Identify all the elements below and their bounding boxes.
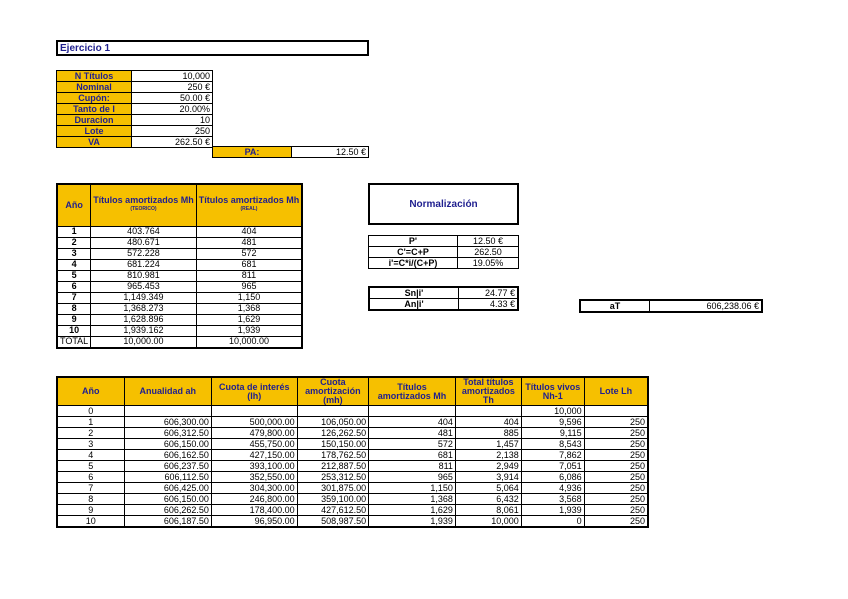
cell: 7,051 bbox=[521, 461, 584, 472]
norm-value: 262.50 bbox=[458, 247, 519, 258]
cell: 427,150.00 bbox=[211, 450, 297, 461]
value-cell: 572 bbox=[196, 248, 302, 259]
amortization-table bbox=[56, 376, 649, 528]
cell bbox=[124, 406, 211, 417]
cell: 2,949 bbox=[455, 461, 521, 472]
param-label: Tanto de I bbox=[57, 104, 132, 115]
param-row bbox=[57, 115, 213, 126]
cell bbox=[455, 406, 521, 417]
cell: 10,000 bbox=[521, 406, 584, 417]
cell bbox=[369, 406, 456, 417]
cell: 4 bbox=[57, 450, 124, 461]
cell: 3,914 bbox=[455, 472, 521, 483]
cell: 606,112.50 bbox=[124, 472, 211, 483]
at-label: aT bbox=[580, 300, 650, 312]
value-cell: 1,149.349 bbox=[91, 292, 197, 303]
cell: 1,939 bbox=[521, 505, 584, 516]
cell: 606,150.00 bbox=[124, 494, 211, 505]
cell: 6,432 bbox=[455, 494, 521, 505]
year-cell: 1 bbox=[57, 226, 91, 237]
value-cell: 810.981 bbox=[91, 270, 197, 281]
value-cell: 965.453 bbox=[91, 281, 197, 292]
cell: 7,862 bbox=[521, 450, 584, 461]
factor-label: Sn|i' bbox=[369, 287, 459, 299]
param-value: 262.50 € bbox=[132, 137, 213, 148]
cell: 811 bbox=[369, 461, 456, 472]
table-row bbox=[57, 516, 648, 528]
cell: 250 bbox=[584, 472, 648, 483]
cell: 96,950.00 bbox=[211, 516, 297, 528]
cell: 106,050.00 bbox=[297, 417, 368, 428]
value-cell: 1,368 bbox=[196, 303, 302, 314]
table-row bbox=[57, 406, 648, 417]
value-cell: 1,939 bbox=[196, 325, 302, 336]
year-cell: 9 bbox=[57, 314, 91, 325]
param-label: Cupón: bbox=[57, 93, 132, 104]
table-row bbox=[57, 417, 648, 428]
cell: 250 bbox=[584, 417, 648, 428]
col-titulos-amortizados: Títulos amortizados Mh bbox=[369, 377, 456, 406]
year-cell: 3 bbox=[57, 248, 91, 259]
year-cell: 6 bbox=[57, 281, 91, 292]
cell: 481 bbox=[369, 428, 456, 439]
pa-label: PA: bbox=[213, 147, 292, 158]
table-row bbox=[57, 259, 302, 270]
cell: 1,629 bbox=[369, 505, 456, 516]
cell: 250 bbox=[584, 450, 648, 461]
cell: 606,312.50 bbox=[124, 428, 211, 439]
cell bbox=[584, 406, 648, 417]
cell: 393,100.00 bbox=[211, 461, 297, 472]
cell: 0 bbox=[521, 516, 584, 528]
cell: 250 bbox=[584, 461, 648, 472]
param-label: Nominal bbox=[57, 82, 132, 93]
total-value: 10,000.00 bbox=[196, 336, 302, 348]
cell: 606,425.00 bbox=[124, 483, 211, 494]
value-cell: 404 bbox=[196, 226, 302, 237]
param-label: VA bbox=[57, 137, 132, 148]
cell: 178,400.00 bbox=[211, 505, 297, 516]
table-row bbox=[57, 450, 648, 461]
cell: 10,000 bbox=[455, 516, 521, 528]
year-cell: 8 bbox=[57, 303, 91, 314]
cell: 1,368 bbox=[369, 494, 456, 505]
col-year: Año bbox=[57, 184, 91, 226]
cell: 359,100.00 bbox=[297, 494, 368, 505]
pa-value: 12.50 € bbox=[292, 147, 369, 158]
value-cell: 1,368.273 bbox=[91, 303, 197, 314]
param-row bbox=[57, 104, 213, 115]
table-row bbox=[57, 303, 302, 314]
cell: 10 bbox=[57, 516, 124, 528]
value-cell: 1,939.162 bbox=[91, 325, 197, 336]
col-theoretical: Títulos amortizados Mh (TEORICO) bbox=[91, 184, 197, 226]
cell: 508,987.50 bbox=[297, 516, 368, 528]
year-cell: 10 bbox=[57, 325, 91, 336]
parameters-table bbox=[56, 70, 213, 148]
cell: 8 bbox=[57, 494, 124, 505]
cell: 606,150.00 bbox=[124, 439, 211, 450]
param-value: 20.00% bbox=[132, 104, 213, 115]
norm-row bbox=[369, 236, 519, 247]
table-row bbox=[57, 314, 302, 325]
table-row bbox=[57, 483, 648, 494]
cell: 606,237.50 bbox=[124, 461, 211, 472]
table-row bbox=[57, 439, 648, 450]
cell: 4,936 bbox=[521, 483, 584, 494]
table-row bbox=[57, 494, 648, 505]
cell: 2,138 bbox=[455, 450, 521, 461]
year-cell: 5 bbox=[57, 270, 91, 281]
table-row bbox=[57, 281, 302, 292]
factor-label: An|i' bbox=[369, 299, 459, 311]
normalization-table bbox=[368, 235, 519, 269]
value-cell: 1,629 bbox=[196, 314, 302, 325]
cell: 0 bbox=[57, 406, 124, 417]
cell: 250 bbox=[584, 516, 648, 528]
cell: 479,800.00 bbox=[211, 428, 297, 439]
norm-value: 12.50 € bbox=[458, 236, 519, 247]
cell: 126,262.50 bbox=[297, 428, 368, 439]
cell: 6,086 bbox=[521, 472, 584, 483]
value-cell: 481 bbox=[196, 237, 302, 248]
col-lote: Lote Lh bbox=[584, 377, 648, 406]
titles-amortized-table bbox=[56, 183, 303, 349]
cell: 5,064 bbox=[455, 483, 521, 494]
cell: 1,939 bbox=[369, 516, 456, 528]
total-value: 10,000.00 bbox=[91, 336, 197, 348]
param-label: N Títulos bbox=[57, 71, 132, 82]
col-cuota-amortizacion: Cuota amortización (mh) bbox=[297, 377, 368, 406]
value-cell: 681.224 bbox=[91, 259, 197, 270]
norm-value: 19.05% bbox=[458, 258, 519, 269]
cell: 246,800.00 bbox=[211, 494, 297, 505]
cell: 9,115 bbox=[521, 428, 584, 439]
param-label: Lote bbox=[57, 126, 132, 137]
cell: 150,150.00 bbox=[297, 439, 368, 450]
cell: 606,187.50 bbox=[124, 516, 211, 528]
cell: 606,262.50 bbox=[124, 505, 211, 516]
cell bbox=[297, 406, 368, 417]
col-titulos-vivos: Títulos vivos Nh-1 bbox=[521, 377, 584, 406]
cell: 3 bbox=[57, 439, 124, 450]
cell: 250 bbox=[584, 428, 648, 439]
annuity-factors-table bbox=[368, 286, 519, 311]
value-cell: 1,628.896 bbox=[91, 314, 197, 325]
year-cell: 2 bbox=[57, 237, 91, 248]
cell: 500,000.00 bbox=[211, 417, 297, 428]
cell: 404 bbox=[369, 417, 456, 428]
param-value: 10,000 bbox=[132, 71, 213, 82]
param-row bbox=[57, 82, 213, 93]
table-row bbox=[57, 461, 648, 472]
table-row bbox=[57, 226, 302, 237]
cell: 250 bbox=[584, 505, 648, 516]
cell: 250 bbox=[584, 483, 648, 494]
value-cell: 681 bbox=[196, 259, 302, 270]
cell: 9,596 bbox=[521, 417, 584, 428]
value-cell: 480.671 bbox=[91, 237, 197, 248]
param-value: 250 bbox=[132, 126, 213, 137]
norm-row bbox=[369, 247, 519, 258]
cell: 7 bbox=[57, 483, 124, 494]
cell: 8,061 bbox=[455, 505, 521, 516]
param-value: 10 bbox=[132, 115, 213, 126]
param-row bbox=[57, 126, 213, 137]
col-real: Títulos amortizados Mh (REAL) bbox=[196, 184, 302, 226]
col-total-titulos: Total títulos amortizados Th bbox=[455, 377, 521, 406]
factor-value: 4.33 € bbox=[459, 299, 519, 311]
pa-table bbox=[212, 146, 369, 158]
cell: 606,162.50 bbox=[124, 450, 211, 461]
cell bbox=[211, 406, 297, 417]
param-row bbox=[57, 71, 213, 82]
cell: 606,300.00 bbox=[124, 417, 211, 428]
cell: 404 bbox=[455, 417, 521, 428]
cell: 885 bbox=[455, 428, 521, 439]
cell: 8,543 bbox=[521, 439, 584, 450]
norm-row bbox=[369, 258, 519, 269]
param-row bbox=[57, 93, 213, 104]
cell: 1,457 bbox=[455, 439, 521, 450]
cell: 250 bbox=[584, 439, 648, 450]
factor-row bbox=[369, 299, 518, 311]
cell: 1,150 bbox=[369, 483, 456, 494]
table-row bbox=[57, 292, 302, 303]
cell: 304,300.00 bbox=[211, 483, 297, 494]
norm-label: C'=C+P bbox=[369, 247, 458, 258]
norm-label: P' bbox=[369, 236, 458, 247]
value-cell: 572.228 bbox=[91, 248, 197, 259]
cell: 681 bbox=[369, 450, 456, 461]
factor-row bbox=[369, 287, 518, 299]
cell: 301,875.00 bbox=[297, 483, 368, 494]
exercise-title: Ejercicio 1 bbox=[56, 40, 369, 56]
col-cuota-interes: Cuota de interés (Ih) bbox=[211, 377, 297, 406]
param-label: Duracion bbox=[57, 115, 132, 126]
cell: 965 bbox=[369, 472, 456, 483]
total-label: TOTAL bbox=[57, 336, 91, 348]
value-cell: 811 bbox=[196, 270, 302, 281]
cell: 6 bbox=[57, 472, 124, 483]
year-cell: 4 bbox=[57, 259, 91, 270]
at-value: 606,238.06 € bbox=[650, 300, 763, 312]
cell: 250 bbox=[584, 494, 648, 505]
cell: 1 bbox=[57, 417, 124, 428]
param-row bbox=[57, 137, 213, 148]
normalization-title: Normalización bbox=[368, 183, 519, 225]
col-ano: Año bbox=[57, 377, 124, 406]
cell: 427,612.50 bbox=[297, 505, 368, 516]
table-row bbox=[57, 472, 648, 483]
param-value: 250 € bbox=[132, 82, 213, 93]
cell: 3,568 bbox=[521, 494, 584, 505]
value-cell: 965 bbox=[196, 281, 302, 292]
cell: 178,762.50 bbox=[297, 450, 368, 461]
table-row bbox=[57, 248, 302, 259]
at-table bbox=[579, 299, 763, 313]
total-row bbox=[57, 336, 302, 348]
norm-label: i'=C*i/(C+P) bbox=[369, 258, 458, 269]
col-anualidad: Anualidad ah bbox=[124, 377, 211, 406]
cell: 352,550.00 bbox=[211, 472, 297, 483]
cell: 212,887.50 bbox=[297, 461, 368, 472]
cell: 572 bbox=[369, 439, 456, 450]
table-row bbox=[57, 270, 302, 281]
cell: 9 bbox=[57, 505, 124, 516]
factor-value: 24.77 € bbox=[459, 287, 519, 299]
table-row bbox=[57, 505, 648, 516]
table-row bbox=[57, 325, 302, 336]
table-row bbox=[57, 237, 302, 248]
value-cell: 1,150 bbox=[196, 292, 302, 303]
value-cell: 403.764 bbox=[91, 226, 197, 237]
year-cell: 7 bbox=[57, 292, 91, 303]
param-value: 50.00 € bbox=[132, 93, 213, 104]
table-row bbox=[57, 428, 648, 439]
cell: 455,750.00 bbox=[211, 439, 297, 450]
cell: 253,312.50 bbox=[297, 472, 368, 483]
cell: 5 bbox=[57, 461, 124, 472]
cell: 2 bbox=[57, 428, 124, 439]
